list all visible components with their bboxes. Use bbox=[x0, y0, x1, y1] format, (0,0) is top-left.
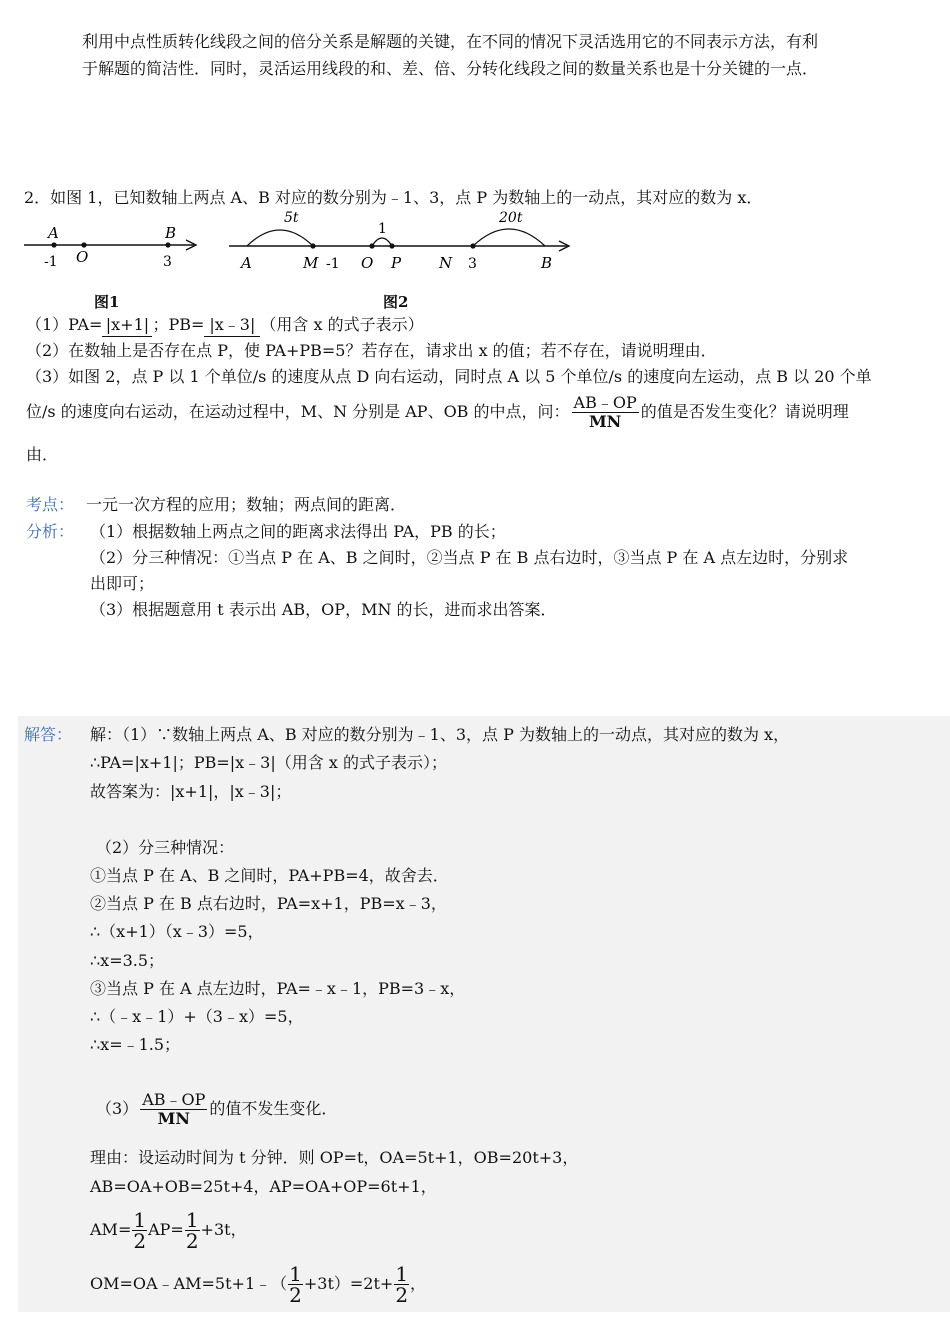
fig2-arc-label-5t: 5t bbox=[284, 210, 299, 226]
question-1 bbox=[26, 314, 424, 337]
a16-half-1-num: 1 bbox=[289, 1262, 302, 1286]
a15-b: AP= bbox=[148, 1220, 184, 1239]
figure-1-caption: 图1 bbox=[94, 293, 120, 311]
fig2-arc-20t bbox=[473, 229, 545, 246]
fig2-num-3: 3 bbox=[468, 256, 477, 272]
a16-half-1 bbox=[288, 1264, 303, 1305]
answer-line-8: ∴x=3.5； bbox=[90, 951, 165, 970]
answer-line-5: ①当点 P 在 A、B 之间时，PA+PB=4，故舍去． bbox=[90, 866, 449, 885]
q1-prefix: （1）PA= bbox=[26, 315, 103, 334]
answer-line-7: ∴（x+1）（x﹣3）=5， bbox=[90, 922, 264, 941]
fig2-arc-1 bbox=[372, 238, 392, 246]
a12-fraction-denominator: MN bbox=[157, 1109, 190, 1128]
a16-b: +3t）=2t+ bbox=[303, 1274, 394, 1293]
fig1-point-a bbox=[51, 242, 56, 247]
q1-suffix: （用含 x 的式子表示） bbox=[260, 315, 424, 334]
figure-2-caption: 图2 bbox=[383, 293, 409, 311]
answer-line-14: AB=OA+OB=25t+4，AP=OA+OP=6t+1， bbox=[90, 1177, 437, 1196]
q1-pa-answer: |x+1| bbox=[102, 314, 152, 337]
q3-fraction bbox=[572, 394, 639, 431]
fig1-num-a: -1 bbox=[44, 254, 58, 270]
fig1-label-b: B bbox=[165, 224, 177, 242]
fig2-point-p bbox=[389, 243, 394, 248]
fig2-label-b: B bbox=[541, 254, 553, 272]
fig2-label-n: N bbox=[439, 254, 453, 272]
fenxi-2a: （2）分三种情况：①当点 P 在 A、B 之间时，②当点 P 在 B 点右边时，③当点 P 在 A 点左边时，分别求 bbox=[90, 548, 849, 567]
q1-pb-answer: |x﹣3| bbox=[204, 314, 260, 337]
fig2-label-o: O bbox=[361, 254, 374, 272]
kaodian-label: 考点： bbox=[26, 495, 75, 514]
a15-c: +3t， bbox=[200, 1220, 247, 1239]
fenxi-3: （3）根据题意用 t 表示出 AB，OP，MN 的长，进而求出答案． bbox=[90, 600, 557, 619]
q3-fraction-denominator: MN bbox=[588, 412, 622, 431]
a16-half-2 bbox=[394, 1264, 409, 1305]
question-3-line-3: 由． bbox=[26, 445, 59, 464]
a16-a: OM=OA﹣AM=5t+1﹣（ bbox=[90, 1274, 288, 1293]
figure-2-number-line bbox=[225, 206, 575, 274]
fig2-arc-5t bbox=[247, 230, 313, 246]
kaodian-text: 一元一次方程的应用；数轴；两点间的距离． bbox=[86, 495, 407, 514]
fig2-point-o bbox=[369, 243, 374, 248]
a15-half-1 bbox=[132, 1210, 147, 1251]
fig2-label-m: M bbox=[303, 254, 319, 272]
q3-text-b: 的值是否发生变化？请说明理 bbox=[640, 402, 849, 421]
answer-line-15 bbox=[90, 1208, 247, 1252]
fig1-num-b: 3 bbox=[163, 254, 172, 270]
fig1-point-o bbox=[81, 242, 86, 247]
a15-half-2-num: 1 bbox=[185, 1208, 199, 1232]
answer-line-4: （2）分三种情况： bbox=[96, 838, 235, 857]
answer-line-10: ∴（﹣x﹣1）+（3﹣x）=5， bbox=[90, 1007, 304, 1026]
q3-text-a: 位/s 的速度向右运动，在运动过程中，M、N 分别是 AP、OB 的中点，问： bbox=[26, 402, 570, 421]
answer-line-11: ∴x=﹣1.5； bbox=[90, 1035, 181, 1054]
fenxi-label: 分析： bbox=[26, 522, 75, 541]
a16-half-2-den: 2 bbox=[395, 1283, 409, 1307]
fenxi-2b: 出即可； bbox=[90, 574, 155, 593]
fig2-point-3 bbox=[470, 243, 475, 248]
a15-half-1-den: 2 bbox=[133, 1229, 147, 1253]
a12-fraction-numerator: AB﹣OP bbox=[142, 1090, 206, 1109]
question-3-line-1: （3）如图 2，点 P 以 1 个单位/s 的速度从点 D 向右运动，同时点 A 以 5 个单位/s 的速度向左运动，点 B 以 20 个单 bbox=[26, 367, 872, 386]
answer-line-16 bbox=[90, 1262, 426, 1306]
figure-1-number-line bbox=[20, 220, 210, 275]
a16-c: ， bbox=[410, 1274, 427, 1293]
q3-fraction-numerator: AB﹣OP bbox=[573, 393, 637, 412]
fig1-point-b bbox=[165, 242, 170, 247]
fig1-label-a: A bbox=[48, 224, 59, 242]
question-3-line-2 bbox=[26, 394, 849, 431]
answer-line-6: ②当点 P 在 B 点右边时，PA=x+1，PB=x﹣3， bbox=[90, 894, 447, 913]
question-2: （2）在数轴上是否存在点 P，使 PA+PB=5？若存在，请求出 x 的值；若不存在，请说明理由． bbox=[26, 341, 717, 360]
a15-half-2 bbox=[185, 1210, 200, 1251]
fig2-label-p: P bbox=[391, 254, 402, 272]
fig2-point-m bbox=[310, 243, 315, 248]
answer-line-1: 解：（1）∵数轴上两点 A、B 对应的数分别为﹣1、3，点 P 为数轴上的一动点，其对应的数为 x， bbox=[90, 725, 790, 744]
answer-line-9: ③当点 P 在 A 点左边时，PA=﹣x﹣1，PB=3﹣x， bbox=[90, 979, 466, 998]
answer-line-12 bbox=[96, 1091, 337, 1128]
answer-line-3: 故答案为：|x+1|，|x﹣3|； bbox=[90, 782, 292, 801]
fig2-arc-label-20t: 20t bbox=[499, 210, 523, 226]
intro-line-2: 于解题的简洁性．同时，灵活运用线段的和、差、倍、分转化线段之间的数量关系也是十分关键的一点． bbox=[82, 59, 819, 78]
a15-a: AM= bbox=[90, 1220, 132, 1239]
a12-fraction bbox=[140, 1091, 207, 1128]
a16-half-2-num: 1 bbox=[395, 1262, 409, 1286]
a16-half-1-den: 2 bbox=[289, 1283, 302, 1307]
fig2-arc-label-1: 1 bbox=[378, 221, 387, 237]
fig2-label-a: A bbox=[241, 254, 252, 272]
a15-half-1-num: 1 bbox=[133, 1208, 147, 1232]
q1-mid: ；PB= bbox=[152, 315, 205, 334]
a12-suffix: 的值不发生变化． bbox=[209, 1099, 338, 1118]
fenxi-1: （1）根据数轴上两点之间的距离求法得出 PA，PB 的长； bbox=[90, 522, 506, 541]
answer-label: 解答： bbox=[24, 725, 73, 744]
a15-half-2-den: 2 bbox=[185, 1229, 199, 1253]
intro-line-1: 利用中点性质转化线段之间的倍分关系是解题的关键，在不同的情况下灵活选用它的不同表示方法，有利 bbox=[82, 32, 819, 51]
fig1-label-o: O bbox=[76, 248, 89, 266]
a12-prefix: （3） bbox=[96, 1099, 139, 1118]
answer-line-13: 理由：设运动时间为 t 分钟．则 OP=t，OA=5t+1，OB=20t+3， bbox=[90, 1148, 579, 1167]
problem-statement: 2．如图 1，已知数轴上两点 A、B 对应的数分别为﹣1、3，点 P 为数轴上的一动点，其对应的数为 x． bbox=[24, 188, 763, 207]
answer-line-2: ∴PA=|x+1|；PB=|x﹣3|（用含 x 的式子表示）； bbox=[90, 753, 447, 772]
fig2-num-minus1: -1 bbox=[326, 256, 340, 272]
